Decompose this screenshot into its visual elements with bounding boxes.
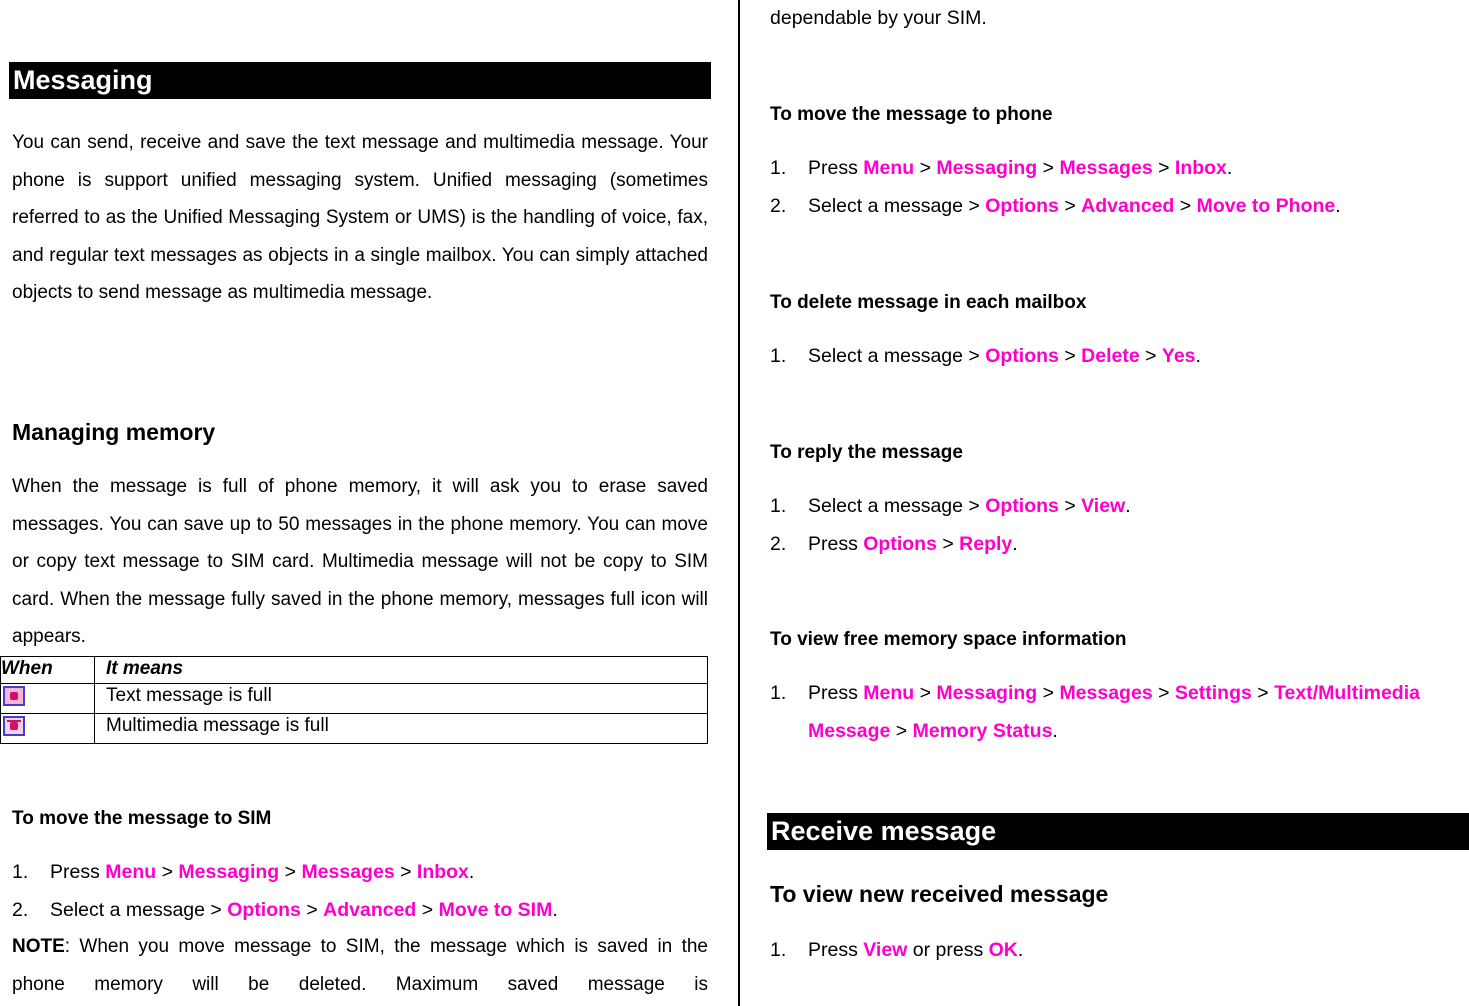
step-end: . <box>552 899 558 921</box>
separator: > <box>394 861 417 883</box>
move-to-phone-heading: To move the message to phone <box>770 104 1053 125</box>
table-row <box>1 684 708 714</box>
keyword-messages: Messages <box>301 861 395 883</box>
move-phone-step-2 <box>770 193 1341 219</box>
keyword-menu: Menu <box>863 157 915 179</box>
keyword-options: Options <box>985 195 1059 217</box>
step-text: Select a message > <box>808 495 986 517</box>
keyword-message: Message <box>808 720 891 742</box>
table-cell-meaning: Text message is full <box>95 684 708 714</box>
managing-memory-heading: Managing memory <box>12 419 216 445</box>
keyword-options: Options <box>863 533 937 555</box>
keyword-move-to-phone: Move to Phone <box>1196 195 1336 217</box>
note-paragraph <box>12 928 708 1003</box>
move-sim-step-2 <box>12 897 558 923</box>
section-title-messaging: Messaging <box>9 62 711 99</box>
separator: > <box>1152 157 1175 179</box>
step-end: . <box>1017 939 1024 961</box>
separator: > <box>300 899 324 921</box>
free-memory-step-1 <box>770 680 1420 706</box>
separator: > <box>156 861 179 883</box>
step-number: 2. <box>12 899 29 921</box>
view-new-message-heading: To view new received message <box>770 881 1109 907</box>
keyword-memory-status: Memory Status <box>912 720 1053 742</box>
table-header-when: When <box>1 657 95 684</box>
separator: > <box>1037 157 1060 179</box>
step-text: Press <box>808 939 864 961</box>
separator: > <box>1058 345 1082 367</box>
separator: > <box>1174 195 1197 217</box>
keyword-view: View <box>863 939 908 961</box>
keyword-inbox: Inbox <box>1174 157 1227 179</box>
keyword-messaging: Messaging <box>936 157 1038 179</box>
step-number: 1. <box>770 939 787 961</box>
separator: > <box>1058 495 1082 517</box>
note-label: NOTE <box>12 936 65 957</box>
keyword-yes: Yes <box>1161 345 1196 367</box>
text-message-full-icon <box>3 686 25 706</box>
keyword-messages: Messages <box>1059 682 1153 704</box>
separator: > <box>890 720 913 742</box>
keyword-menu: Menu <box>105 861 157 883</box>
note-text: : When you move message to SIM, the message which is saved in the phone memory will be deleted. Maximum saved message is <box>12 936 708 995</box>
separator: > <box>416 899 439 921</box>
memory-icon-table <box>0 656 708 744</box>
step-number: 1. <box>770 157 787 179</box>
separator: > <box>279 861 302 883</box>
reply-step-1 <box>770 493 1131 519</box>
step-end: . <box>1195 345 1201 367</box>
free-memory-heading: To view free memory space information <box>770 629 1127 650</box>
reply-step-2 <box>770 531 1018 557</box>
step-text: Press <box>808 157 864 179</box>
memory-paragraph: When the message is full of phone memory, it will ask you to erase saved messages. You can save up to 50 messages in the phone memory. You can move or copy text message to SIM card. Multimedia message will not be copy to SIM card. When the message fully saved in the phone memory, messages full icon will appears. <box>12 476 708 648</box>
step-text: Select a message > <box>50 899 228 921</box>
table-row <box>1 714 708 744</box>
step-end: . <box>1052 720 1058 742</box>
keyword-text-multimedia: Text/Multimedia <box>1274 682 1420 704</box>
table-cell-icon <box>1 684 95 714</box>
keyword-ok: OK <box>988 939 1018 961</box>
keyword-messages: Messages <box>1059 157 1153 179</box>
step-number: 1. <box>770 345 787 367</box>
continued-text: dependable by your SIM. <box>770 7 987 29</box>
separator: > <box>1152 682 1175 704</box>
keyword-advanced: Advanced <box>323 899 417 921</box>
step-text: Press <box>50 861 106 883</box>
column-divider <box>738 0 740 1006</box>
step-end: . <box>1125 495 1131 517</box>
keyword-options: Options <box>985 345 1059 367</box>
separator: > <box>1139 345 1162 367</box>
step-text: Select a message > <box>808 195 986 217</box>
separator: > <box>936 533 960 555</box>
keyword-settings: Settings <box>1174 682 1252 704</box>
keyword-messaging: Messaging <box>936 682 1038 704</box>
separator: > <box>1058 195 1082 217</box>
keyword-view: View <box>1081 495 1126 517</box>
reply-message-heading: To reply the message <box>770 442 963 463</box>
separator: > <box>914 682 937 704</box>
table-header-row <box>1 657 708 684</box>
step-number: 2. <box>770 195 787 217</box>
delete-message-heading: To delete message in each mailbox <box>770 292 1087 313</box>
step-end: . <box>1335 195 1341 217</box>
step-number: 1. <box>12 861 29 883</box>
step-end: . <box>1226 157 1233 179</box>
step-number: 1. <box>770 682 787 704</box>
table-cell-icon <box>1 714 95 744</box>
intro-paragraph: You can send, receive and save the text message and multimedia message. Your phone is support unified messaging system. Unified messaging (sometimes referred to as the Unified Messaging System or UMS) is the handling of voice, fax, and regular text messages as objects in a single mailbox. You can simply attached objects to send message as multimedia message. <box>12 132 708 304</box>
keyword-reply: Reply <box>959 533 1013 555</box>
keyword-options: Options <box>985 495 1059 517</box>
keyword-advanced: Advanced <box>1081 195 1175 217</box>
move-sim-step-1 <box>12 859 474 885</box>
view-new-step-1 <box>770 937 1023 963</box>
step-end: . <box>1012 533 1018 555</box>
step-text: Press <box>808 533 864 555</box>
separator: > <box>1037 682 1060 704</box>
keyword-messaging: Messaging <box>178 861 280 883</box>
keyword-menu: Menu <box>863 682 915 704</box>
keyword-delete: Delete <box>1081 345 1140 367</box>
free-memory-step-1-cont <box>808 718 1058 744</box>
step-text: or press <box>907 939 989 961</box>
keyword-options: Options <box>227 899 301 921</box>
move-to-sim-heading: To move the message to SIM <box>12 808 272 829</box>
step-text: Select a message > <box>808 345 986 367</box>
delete-step-1 <box>770 343 1201 369</box>
table-header-meaning: It means <box>95 657 708 684</box>
multimedia-message-full-icon <box>3 716 25 736</box>
move-phone-step-1 <box>770 155 1232 181</box>
separator: > <box>914 157 937 179</box>
step-number: 2. <box>770 533 787 555</box>
keyword-move-to-sim: Move to SIM <box>438 899 553 921</box>
keyword-inbox: Inbox <box>416 861 469 883</box>
section-title-receive-message: Receive message <box>767 813 1469 850</box>
table-cell-meaning: Multimedia message is full <box>95 714 708 744</box>
separator: > <box>1251 682 1275 704</box>
step-text: Press <box>808 682 864 704</box>
step-number: 1. <box>770 495 787 517</box>
step-end: . <box>468 861 475 883</box>
